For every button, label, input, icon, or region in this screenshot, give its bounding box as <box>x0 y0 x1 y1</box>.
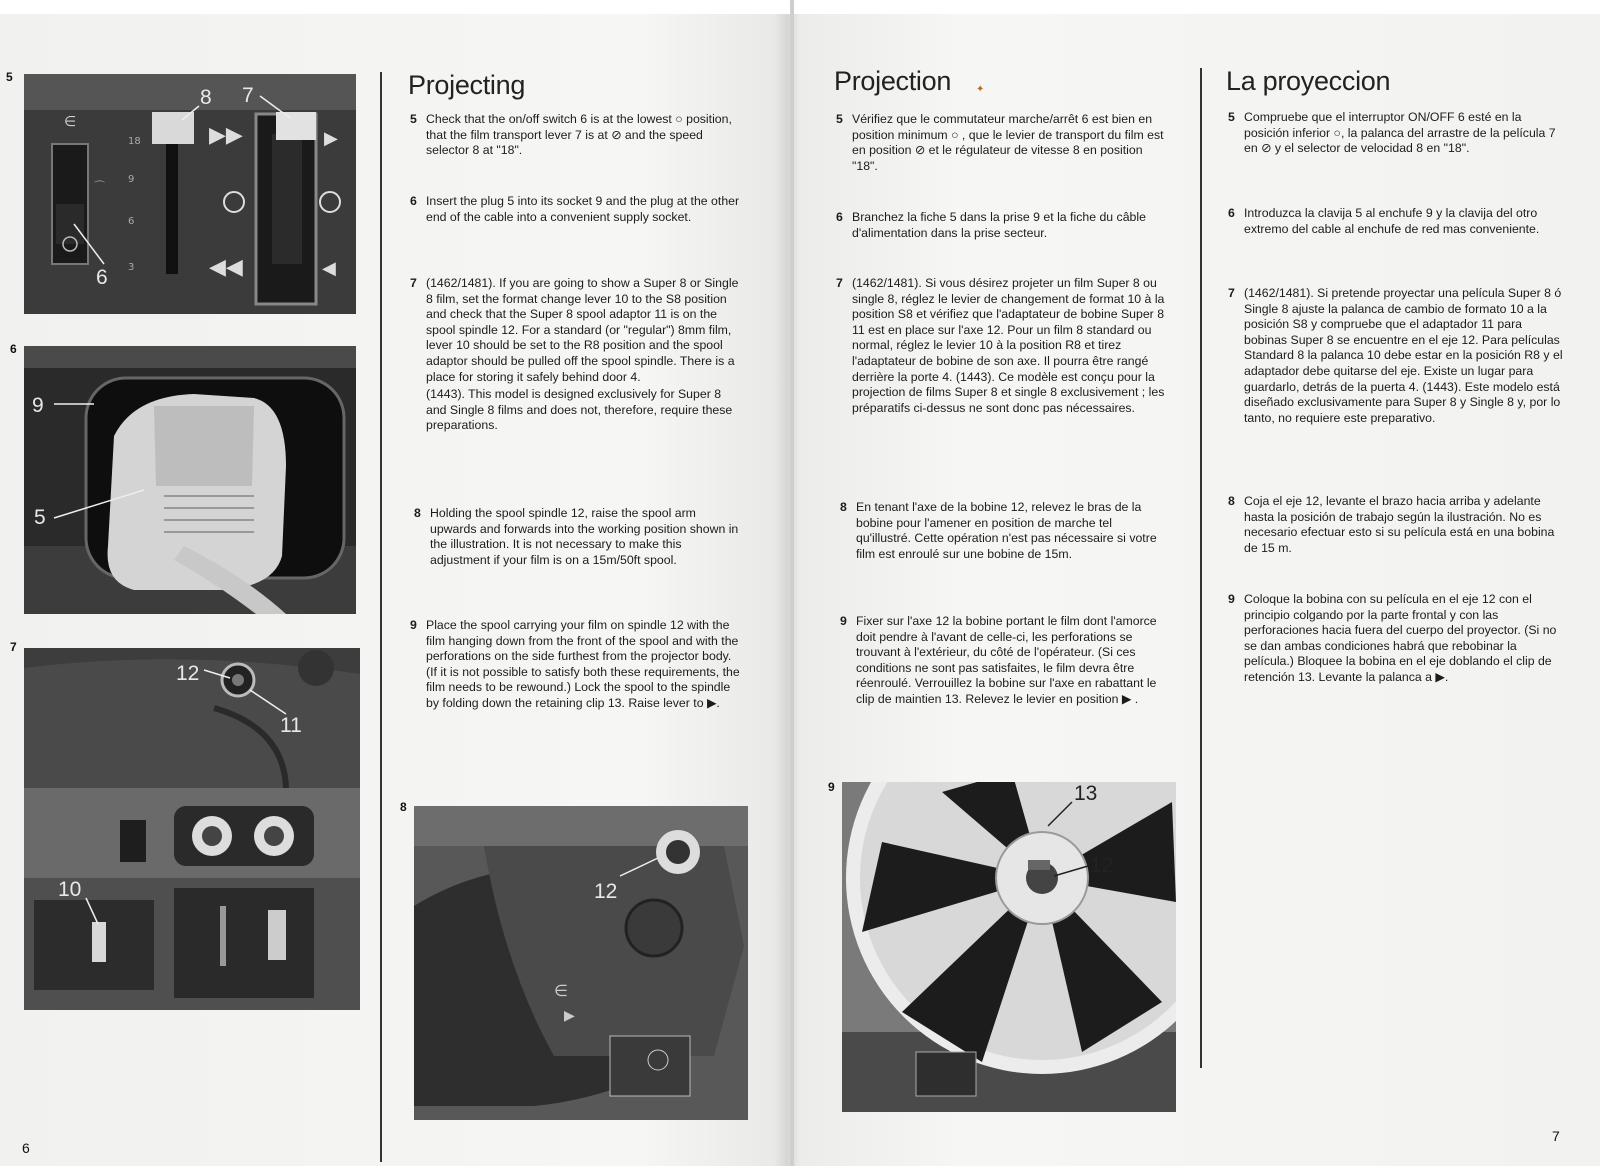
svg-text:6: 6 <box>128 216 135 227</box>
figure-5-controls-photo <box>24 74 356 314</box>
callout-13: 13 <box>1074 782 1098 805</box>
step-text: Vérifiez que le commutateur marche/arrêt 6 est bien en position minimum ○ , que le levier de transport du film est en position ⊘ et le régulateur de vitesse 8 en position "18". <box>852 112 1164 173</box>
step-7 <box>410 276 740 434</box>
step-text: Check that the on/off switch 6 is at the lowest ○ position, that the film transport lever 7 is at ⊘ and the speed selector 8 at "18". <box>426 112 732 158</box>
callout-7: 7 <box>242 84 254 107</box>
step-9 <box>410 618 740 712</box>
scan-top-edge <box>0 0 1600 14</box>
step-text: Insert the plug 5 into its socket 9 and the plug at the other end of the cable into a convenient supply socket. <box>426 194 740 224</box>
step-8 <box>414 506 740 568</box>
step-text: Place the spool carrying your film on spindle 12 with the film hanging down from the front of the spool and with the perforations on the side furthest from the projector body. (If it is not possible to satisfy both these requirements, the film needs to be rewound.) Lock the spool to the spindle by folding down the retaining clip 13. Raise lever to ▶. <box>426 618 740 710</box>
fr-step-9 <box>840 614 1170 708</box>
es-step-9 <box>1228 592 1564 686</box>
callout-9: 9 <box>32 394 44 417</box>
french-title: Projection <box>834 66 952 96</box>
svg-text:◀◀: ◀◀ <box>209 255 243 280</box>
step-text: (1462/1481). Si pretende proyectar una película Super 8 ó Single 8 ajuste la palanca de cambio de formato 10 a la posición S8 y compruebe que el adaptador 11 para bobinas Super 8 se encuentre en el eje 12. Para películas Standard 8 la palanca 10 debe estar en la posición R8 y el adaptador debe quitarse del eje. Existe un lugar para guardarlo, detrás de la puerta 4. (1443). Este modelo está diseñado exclusivamente para Super 8 y Single 8 y, por lo tanto, no requiere este preparativo. <box>1244 286 1563 425</box>
spanish-title: La proyeccion <box>1226 66 1391 96</box>
step-number: 8 <box>1228 494 1235 508</box>
callout-10: 10 <box>58 878 82 901</box>
step-number: 6 <box>836 210 843 224</box>
svg-text:▶: ▶ <box>564 1008 575 1024</box>
svg-text:∈: ∈ <box>64 114 77 130</box>
fr-step-7 <box>836 276 1170 416</box>
figure-number: 7 <box>10 640 17 654</box>
callout-8: 8 <box>200 86 212 109</box>
step-text: Coja el eje 12, levante el brazo hacia arriba y adelante hasta la posición de trabajo según la ilustración. No es necesario efectuar esto si su película está en una bobina de 15 m. <box>1244 494 1555 555</box>
step-number: 6 <box>1228 206 1235 220</box>
figure-number: 5 <box>6 70 13 84</box>
printed-mark: ✦ <box>976 84 985 95</box>
step-number: 7 <box>836 276 843 290</box>
step-number: 9 <box>1228 592 1235 606</box>
step-text-model-1443: (1443). This model is designed exclusively for Super 8 and Single 8 films and does not, therefore, require these preparations. <box>426 387 733 433</box>
step-text: (1462/1481). Si vous désirez projeter un film Super 8 ou single 8, réglez le levier de changement de format 10 à la position S8 et vérifiez que l'adaptateur de bobine Super 8 11 est en place sur l'axe 12. Pour un film 8 standard ou normal, réglez le levier 10 à la position R8 et tirez l'adaptateur de bobine de son axe. Il pourra être rangé derrière la porte 4. (1443). Ce modèle est conçu pour la projection de films Super 8 et single 8 exclusivement ; les préparatifs ci-dessus ne sont donc pas nécessaires. <box>852 276 1165 415</box>
callout-6: 6 <box>96 266 108 289</box>
step-number: 8 <box>414 506 421 520</box>
svg-text:9: 9 <box>128 174 135 185</box>
step-number: 7 <box>410 276 417 290</box>
step-text: (1462/1481). If you are going to show a Super 8 or Single 8 film, set the format change lever 10 to the S8 position and check that the Super 8 spool adaptor 11 is on the spool spindle 12. For a standard (or "regular") 8mm film, lever 10 should be set to the R8 position and the spool adaptor should be pulled off the spool spindle. There is a place for storing it safely behind door 4. <box>426 276 739 384</box>
callout-11: 11 <box>280 714 302 737</box>
es-step-5 <box>1228 110 1564 157</box>
step-text: Branchez la fiche 5 dans la prise 9 et la fiche du câble d'alimentation dans la prise secteur. <box>852 210 1146 240</box>
figure-8-spool-arm-photo <box>414 806 748 1120</box>
step-text: Holding the spool spindle 12, raise the spool arm upwards and forwards into the working position shown in the illustration. It is not necessary to make this adjustment if your film is on a 15m/50ft spool. <box>430 506 739 567</box>
step-text: Fixer sur l'axe 12 la bobine portant le film dont l'amorce doit pendre à l'avant de celle-ci, les perforations se trouvant à l'extérieur, du côté de l'opérateur. (Si ces conditions ne sont pas satisfaites, le film devra être réenroulé. Verrouillez la bobine sur l'axe en rabattant le clip de maintien 13. Relevez le levier en position ▶ . <box>856 614 1157 706</box>
callout-5: 5 <box>34 506 46 529</box>
step-number: 9 <box>840 614 847 628</box>
step-number: 5 <box>1228 110 1235 124</box>
step-number: 6 <box>410 194 417 208</box>
figure-number: 8 <box>400 800 407 814</box>
step-number: 9 <box>410 618 417 632</box>
svg-text:▶: ▶ <box>324 128 338 149</box>
page-number: 6 <box>22 1140 30 1156</box>
column-divider <box>1200 68 1202 1068</box>
step-text: Compruebe que el interruptor ON/OFF 6 esté en la posición inferior ○, la palanca del arrastre de la película 7 en ⊘ y el selector de velocidad 8 en "18". <box>1244 110 1556 156</box>
es-step-8 <box>1228 494 1564 556</box>
es-step-7 <box>1228 286 1564 426</box>
callout-12: 12 <box>1090 854 1114 877</box>
figure-6-plug-photo <box>24 346 356 614</box>
step-text: Coloque la bobina con su película en el eje 12 con el principio colgando por la parte frontal y con las perforaciones hacia fuera del cuerpo del proyector. (Si no se dan ambas condiciones habrá que rebobinar la película.) Bloquee la bobina en el eje doblando el clip de retención 13. Levante la palanca a ▶. <box>1244 592 1557 684</box>
svg-text:▶▶: ▶▶ <box>209 123 243 148</box>
step-number: 8 <box>840 500 847 514</box>
callout-12: 12 <box>176 662 200 685</box>
page-title: Projecting <box>408 70 526 100</box>
fr-step-6 <box>836 210 1170 241</box>
step-number: 5 <box>836 112 843 126</box>
figure-7-projector-photo <box>24 648 360 1010</box>
step-text: En tenant l'axe de la bobine 12, relevez le bras de la bobine pour l'amener en position de marche tel qu'illustré. Cette opération n'est pas nécessaire si votre film est enroulé sur une bobine de 15m. <box>856 500 1157 561</box>
figure-number: 9 <box>828 780 835 794</box>
step-6 <box>410 194 740 225</box>
callout-12: 12 <box>594 880 618 903</box>
fr-step-8 <box>840 500 1170 562</box>
svg-text:◀: ◀ <box>322 258 336 279</box>
svg-text:3: 3 <box>128 262 135 273</box>
es-step-6 <box>1228 206 1564 237</box>
column-divider <box>380 72 382 1162</box>
svg-text:⌒: ⌒ <box>94 180 105 193</box>
step-text: Introduzca la clavija 5 al enchufe 9 y la clavija del otro extremo del cable al enchufe de red mas conveniente. <box>1244 206 1540 236</box>
step-number: 7 <box>1228 286 1235 300</box>
step-number: 5 <box>410 112 417 126</box>
svg-text:∈: ∈ <box>554 981 568 1000</box>
figure-9-reel-photo <box>842 782 1176 1112</box>
figure-number: 6 <box>10 342 17 356</box>
fr-step-5 <box>836 112 1170 174</box>
page-fold <box>790 0 794 1166</box>
svg-text:18: 18 <box>128 136 141 147</box>
step-5 <box>410 112 740 159</box>
page-number: 7 <box>1552 1128 1560 1144</box>
